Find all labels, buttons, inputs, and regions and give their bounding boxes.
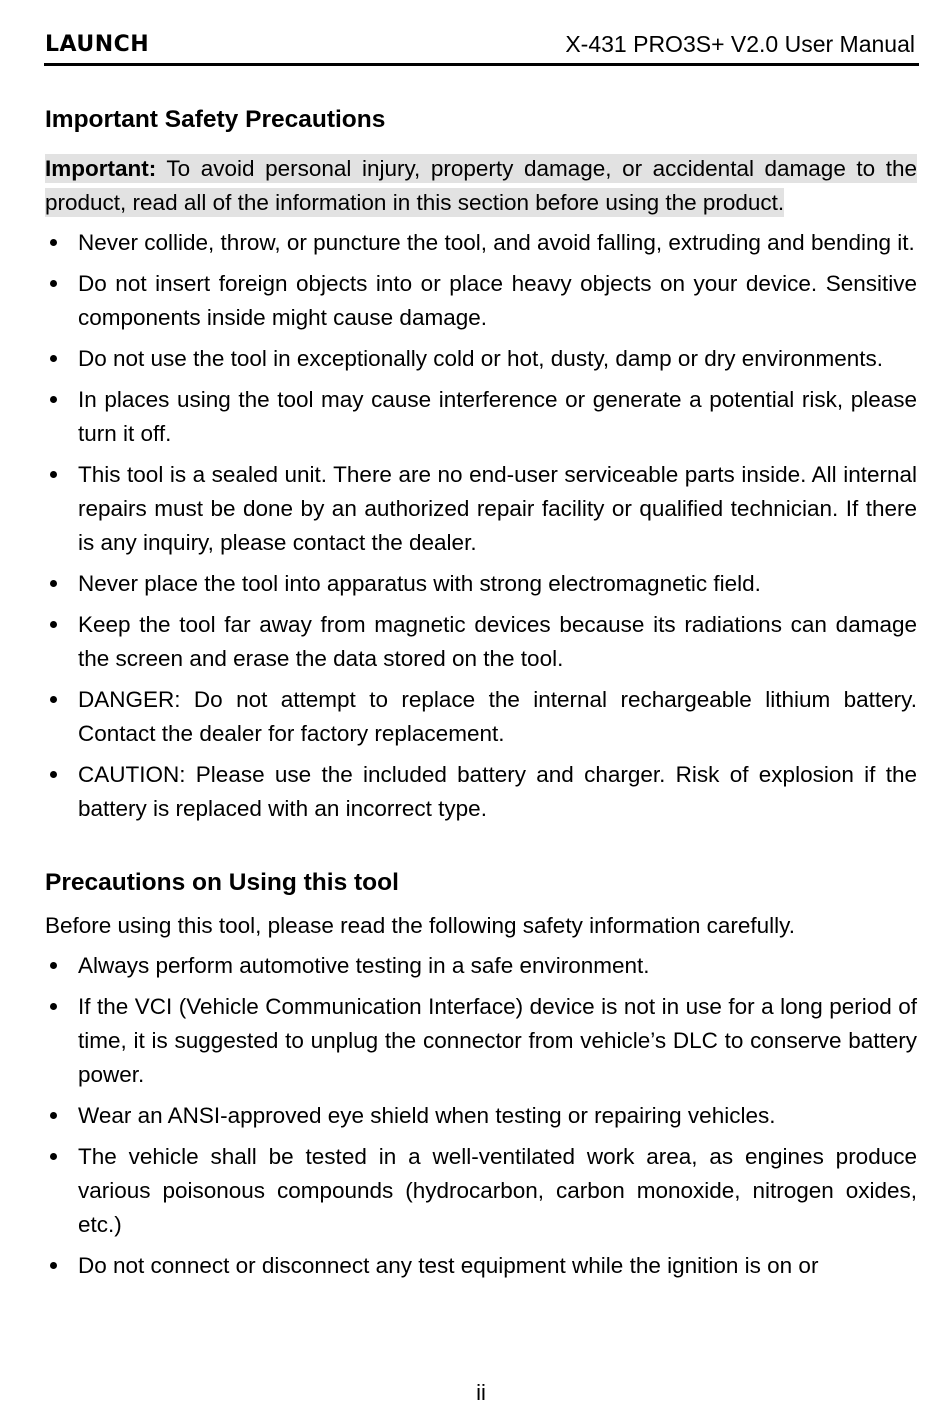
list-item-text: This tool is a sealed unit. There are no end-user serviceable parts inside. All internal repairs must be done by an authorized repair facility or qualified technician. If there is any inquiry, please contact the dealer. [78,462,917,555]
list-item-text: In places using the tool may cause interference or generate a potential risk, please turn it off. [78,387,917,446]
bullet-icon [50,1112,57,1119]
page-header [44,30,919,66]
list-item-text: Do not insert foreign objects into or place heavy objects on your device. Sensitive components inside might cause damage. [78,271,917,330]
bullet-icon [50,1003,57,1010]
bullet-icon [50,580,57,587]
list-item [45,1249,917,1283]
list-item [45,949,917,983]
bullet-icon [50,1153,57,1160]
bullet-icon [50,621,57,628]
bullet-icon [50,771,57,778]
list-item-text: Never place the tool into apparatus with strong electromagnetic field. [78,571,761,596]
important-highlight [45,154,917,217]
manual-title: X-431 PRO3S+ V2.0 User Manual [565,31,915,57]
list-item [45,1140,917,1242]
list-item-text: Keep the tool far away from magnetic devices because its radiations can damage the screen and erase the data stored on the tool. [78,612,917,671]
list-item [45,990,917,1092]
bullet-icon [50,355,57,362]
list-item-text: Do not connect or disconnect any test equipment while the ignition is on or [78,1253,819,1278]
list-item [45,342,917,376]
usage-precautions-list [45,949,917,1283]
brand-logo: LAUNCH [45,32,150,57]
page-content [45,100,917,1290]
list-item [45,267,917,335]
list-item [45,458,917,560]
bullet-icon [50,696,57,703]
list-item-text: Always perform automotive testing in a safe environment. [78,953,650,978]
safety-precautions-list [45,226,917,826]
section-title-safety: Important Safety Precautions [45,106,386,133]
list-item-text: DANGER: Do not attempt to replace the internal rechargeable lithium battery. Contact the dealer for factory replacement. [78,687,917,746]
bullet-icon [50,280,57,287]
bullet-icon [50,1262,57,1269]
important-text: To avoid personal injury, property damage, or accidental damage to the product, read all of the information in this section before using the product. [45,156,917,215]
important-label: Important: [45,156,157,181]
section-intro: Before using this tool, please read the following safety information carefully. [45,913,795,938]
list-item-text: Wear an ANSI-approved eye shield when testing or repairing vehicles. [78,1103,776,1128]
bullet-icon [50,471,57,478]
important-notice [45,152,917,220]
list-item-text: Never collide, throw, or puncture the tool, and avoid falling, extruding and bending it. [78,230,915,255]
list-item [45,758,917,826]
bullet-icon [50,239,57,246]
bullet-icon [50,962,57,969]
section-title-usage: Precautions on Using this tool [45,869,399,896]
page-number: ii [476,1380,486,1405]
list-item [45,383,917,451]
bullet-icon [50,396,57,403]
list-item-text: CAUTION: Please use the included battery and charger. Risk of explosion if the battery is replaced with an incorrect type. [78,762,917,821]
list-item [45,683,917,751]
list-item [45,226,917,260]
list-item [45,608,917,676]
list-item-text: If the VCI (Vehicle Communication Interface) device is not in use for a long period of time, it is suggested to unplug the connector from vehicle’s DLC to conserve battery power. [78,994,917,1087]
list-item-text: Do not use the tool in exceptionally cold or hot, dusty, damp or dry environments. [78,346,884,371]
list-item [45,567,917,601]
list-item [45,1099,917,1133]
list-item-text: The vehicle shall be tested in a well-ventilated work area, as engines produce various poisonous compounds (hydrocarbon, carbon monoxide, nitrogen oxides, etc.) [78,1144,917,1237]
